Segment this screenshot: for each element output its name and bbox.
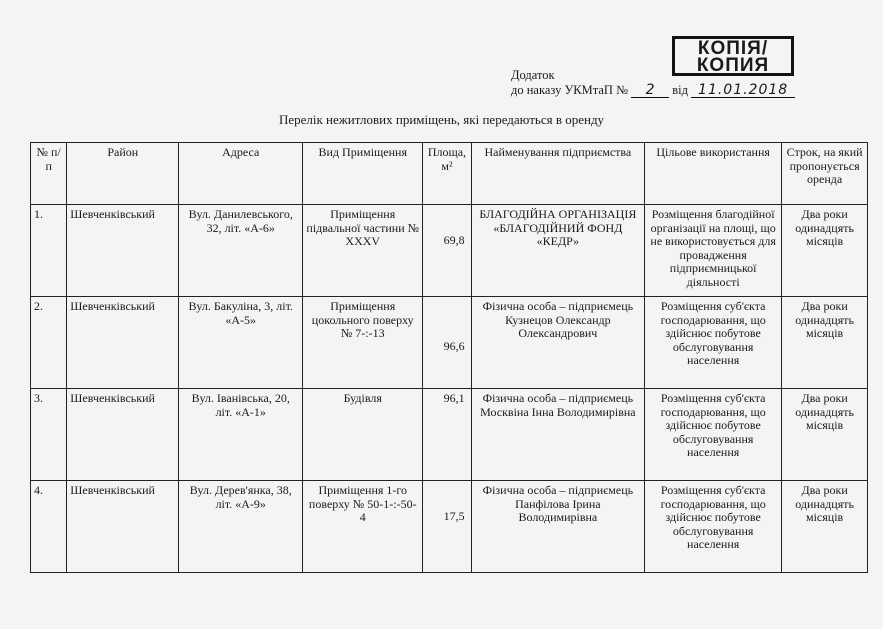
cell-district: Шевченківський (67, 297, 179, 389)
cell-num: 1. (31, 205, 67, 297)
order-number: 2 (631, 84, 669, 98)
header-term: Строк, на який пропонується оренда (782, 143, 868, 205)
order-date: 11.01.2018 (691, 84, 795, 98)
cell-enterprise: Фізична особа – підприємець Панфілова Ірина Володимирівна (471, 481, 644, 573)
order-prefix: до наказу УКМтаП № (511, 83, 628, 97)
cell-term: Два роки одинадцять місяців (782, 389, 868, 481)
cell-address: Вул. Іванівська, 20, літ. «А-1» (179, 389, 303, 481)
cell-enterprise: БЛАГОДІЙНА ОРГАНІЗАЦІЯ «БЛАГОДІЙНИЙ ФОНД «КЕДР» (471, 205, 644, 297)
header-area: Площа, м² (423, 143, 471, 205)
cell-premises: Приміщення 1-го поверху № 50-1-:-50-4 (303, 481, 423, 573)
table-header-row (31, 143, 868, 205)
cell-num: 3. (31, 389, 67, 481)
table-row (31, 481, 868, 573)
header-district: Район (67, 143, 179, 205)
cell-area (423, 481, 471, 573)
cell-district: Шевченківський (67, 205, 179, 297)
area-value: 69,8 (443, 233, 465, 247)
cell-district: Шевченківський (67, 481, 179, 573)
header-address: Адреса (179, 143, 303, 205)
area-value: 17,5 (443, 509, 465, 523)
cell-purpose: Розміщення суб'єкта господарювання, що здійснює побутове обслуговування населення (645, 297, 782, 389)
cell-area (423, 297, 471, 389)
cell-num: 2. (31, 297, 67, 389)
cell-purpose: Розміщення благодійної організації на площі, що не використовується для провадження підприємницької діяльності (645, 205, 782, 297)
cell-num: 4. (31, 481, 67, 573)
annex-caption (511, 68, 795, 98)
annex-label: Додаток (511, 68, 555, 82)
header-num: № п/п (31, 143, 67, 205)
cell-term: Два роки одинадцять місяців (782, 297, 868, 389)
cell-area (423, 205, 471, 297)
cell-enterprise: Фізична особа – підприємець Кузнецов Олександр Олександрович (471, 297, 644, 389)
header-premises: Вид Приміщення (303, 143, 423, 205)
cell-district: Шевченківський (67, 389, 179, 481)
cell-address: Вул. Бакуліна, 3, літ. «А-5» (179, 297, 303, 389)
table-row (31, 205, 868, 297)
area-value: 96,1 (443, 391, 465, 405)
header-enterprise: Найменування підприємства (471, 143, 644, 205)
cell-address: Вул. Дерев'янка, 38, літ. «А-9» (179, 481, 303, 573)
cell-term: Два роки одинадцять місяців (782, 481, 868, 573)
cell-premises: Приміщення підвальної частини № XXXV (303, 205, 423, 297)
cell-term: Два роки одинадцять місяців (782, 205, 868, 297)
table-row (31, 297, 868, 389)
cell-enterprise: Фізична особа – підприємець Москвіна Інна Володимирівна (471, 389, 644, 481)
cell-purpose: Розміщення суб'єкта господарювання, що здійснює побутове обслуговування населення (645, 481, 782, 573)
cell-area (423, 389, 471, 481)
cell-premises: Приміщення цокольного поверху № 7-:-13 (303, 297, 423, 389)
cell-premises: Будівля (303, 389, 423, 481)
stamp-line-1: КОПІЯ/ (697, 38, 769, 59)
date-prefix: від (672, 83, 688, 97)
stamp-line-2: КОПИЯ (696, 55, 770, 76)
header-purpose: Цільове використання (645, 143, 782, 205)
area-value: 96,6 (443, 339, 465, 353)
document-title: Перелік нежитлових приміщень, які передаються в оренду (278, 112, 605, 127)
cell-purpose: Розміщення суб'єкта господарювання, що здійснює побутове обслуговування населення (645, 389, 782, 481)
table-row (31, 389, 868, 481)
premises-table (30, 142, 868, 573)
annex-order-line (511, 83, 795, 98)
cell-address: Вул. Данилевського, 32, літ. «А-6» (179, 205, 303, 297)
